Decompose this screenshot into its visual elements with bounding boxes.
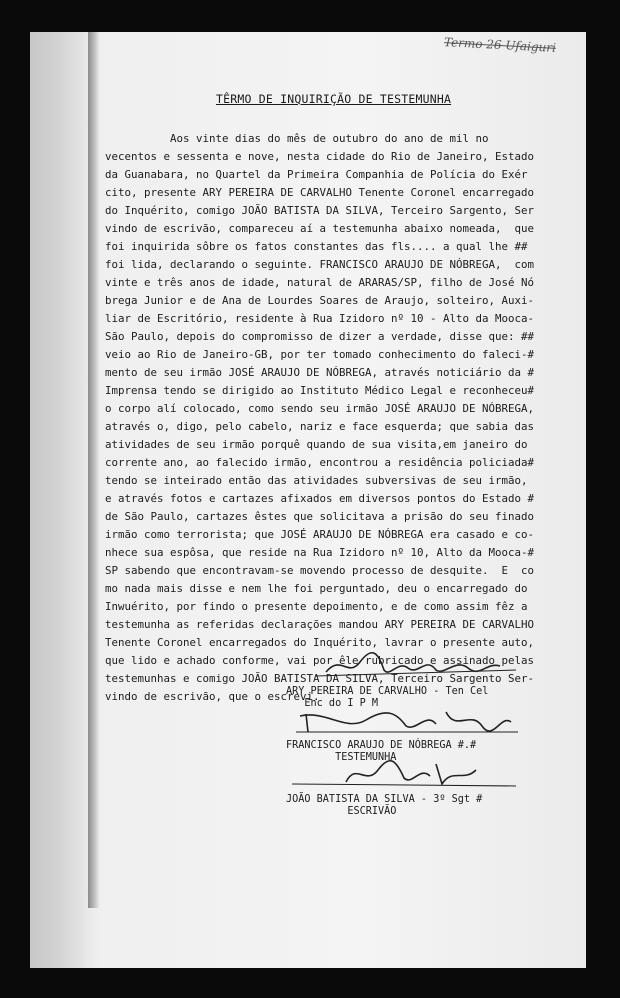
text-line: vecentos e sessenta e nove, nesta cidade do Rio de Janeiro, Estado [105, 150, 535, 163]
text-line: vindo de escrivão, compareceu aí a testemunha abaixo nomeada, que [105, 222, 535, 235]
text-line: tendo se inteirado então das atividades subversivas de seu irmão, [105, 474, 528, 487]
text-line: testemunhas e comigo JOÃO BATISTA DA SILVA, Terceiro Sargento Ser- [105, 672, 535, 685]
handwritten-signature [286, 702, 526, 736]
text-line: SP sabendo que encontravam-se movendo processo de desquite. E co [105, 564, 535, 577]
text-line: São Paulo, depois do compromisso de dizer a verdade, disse que: ## [105, 330, 535, 343]
text-line: mo nada mais disse e nem lhe foi perguntado, deu o encarregado do [105, 582, 528, 595]
text-line: liar de Escritório, residente à Rua Izidoro nº 10 - Alto da Mooca- [105, 312, 535, 325]
signature-role: Enc do I P M [286, 698, 379, 709]
handwritten-signature [286, 756, 526, 790]
document-title: TÊRMO DE INQUIRIÇÃO DE TESTEMUNHA [216, 92, 452, 106]
text-line: que lido e achado conforme, vai por êle rubricado e assinado pelas [105, 654, 535, 667]
text-line: atividades de seu irmão porquê quando de sua visita,em janeiro do [105, 438, 528, 451]
text-line: através o, digo, pelo cabelo, nariz e face esquerda; que sabia das [105, 420, 535, 433]
signature-name: ARY PEREIRA DE CARVALHO - Ten Cel [286, 686, 489, 697]
text-line: o corpo alí colocado, como sendo seu irmão JOSÉ ARAUJO DE NÓBREGA, [105, 402, 535, 415]
signature-clerk [286, 756, 566, 818]
text-line: Aos vinte dias do mês de outubro do ano de mil no [105, 132, 489, 145]
text-line: da Guanabara, no Quartel da Primeira Companhia de Polícia do Exér [105, 168, 528, 181]
page-fold [88, 32, 100, 908]
text-line: brega Junior e de Ana de Lourdes Soares de Araujo, solteiro, Auxi- [105, 294, 535, 307]
text-line: vinte e três anos de idade, natural de ARARAS/SP, filho de José Nó [105, 276, 535, 289]
text-line: mento de seu irmão JOSÉ ARAUJO DE NÓBREGA, através noticiário da # [105, 366, 535, 379]
signature-role: TESTEMUNHA [286, 752, 397, 763]
signature-witness [286, 702, 566, 764]
text-line: e através fotos e cartazes afixados em diversos pontos do Estado # [105, 492, 535, 505]
text-line: irmão como terrorista; que JOSÉ ARAUJO DE NÓBREGA era casado e co- [105, 528, 535, 541]
handwritten-note: Termo 26 Ufaiguri [443, 35, 557, 55]
text-line: de São Paulo, cartazes êstes que solicitava a prisão do seu finado [105, 510, 535, 523]
text-line: veio ao Rio de Janeiro-GB, por ter tomado conhecimento do faleci-# [105, 348, 535, 361]
scanned-page [30, 32, 586, 968]
signature-name: FRANCISCO ARAUJO DE NÓBREGA #.# [286, 740, 477, 751]
text-line: do Inquérito, comigo JOÃO BATISTA DA SILVA, Terceiro Sargento, Ser [105, 204, 535, 217]
text-line: Tenente Coronel encarregados do Inquérito, lavrar o presente auto, [105, 636, 535, 649]
text-line: cito, presente ARY PEREIRA DE CARVALHO Tenente Coronel encarregado [105, 186, 535, 199]
signature-role: ESCRIVÃO [286, 806, 397, 817]
text-line: testemunha as referidas declarações mandou ARY PEREIRA DE CARVALHO [105, 618, 535, 631]
deposition-body [105, 130, 565, 706]
text-line: vindo de escrivão, que o escrevi. [105, 690, 320, 703]
text-line: Inwuérito, por findo o presente depoimento, e de como assim fêz a [105, 600, 528, 613]
signature-name: JOÃO BATISTA DA SILVA - 3º Sgt # [286, 794, 483, 805]
text-line: foi lida, declarando o seguinte. FRANCISCO ARAUJO DE NÓBREGA, com [105, 258, 535, 271]
signature-commander [286, 648, 566, 710]
text-line: nhece sua espôsa, que reside na Rua Izidoro nº 10, Alto da Mooca-# [105, 546, 535, 559]
text-line: corrente ano, ao falecido irmão, encontrou a residência policiada# [105, 456, 535, 469]
handwritten-signature [286, 648, 526, 682]
text-line: Imprensa tendo se dirigido ao Instituto Médico Legal e reconheceu# [105, 384, 535, 397]
text-line: foi inquirida sôbre os fatos constantes das fls.... a qual lhe ## [105, 240, 528, 253]
